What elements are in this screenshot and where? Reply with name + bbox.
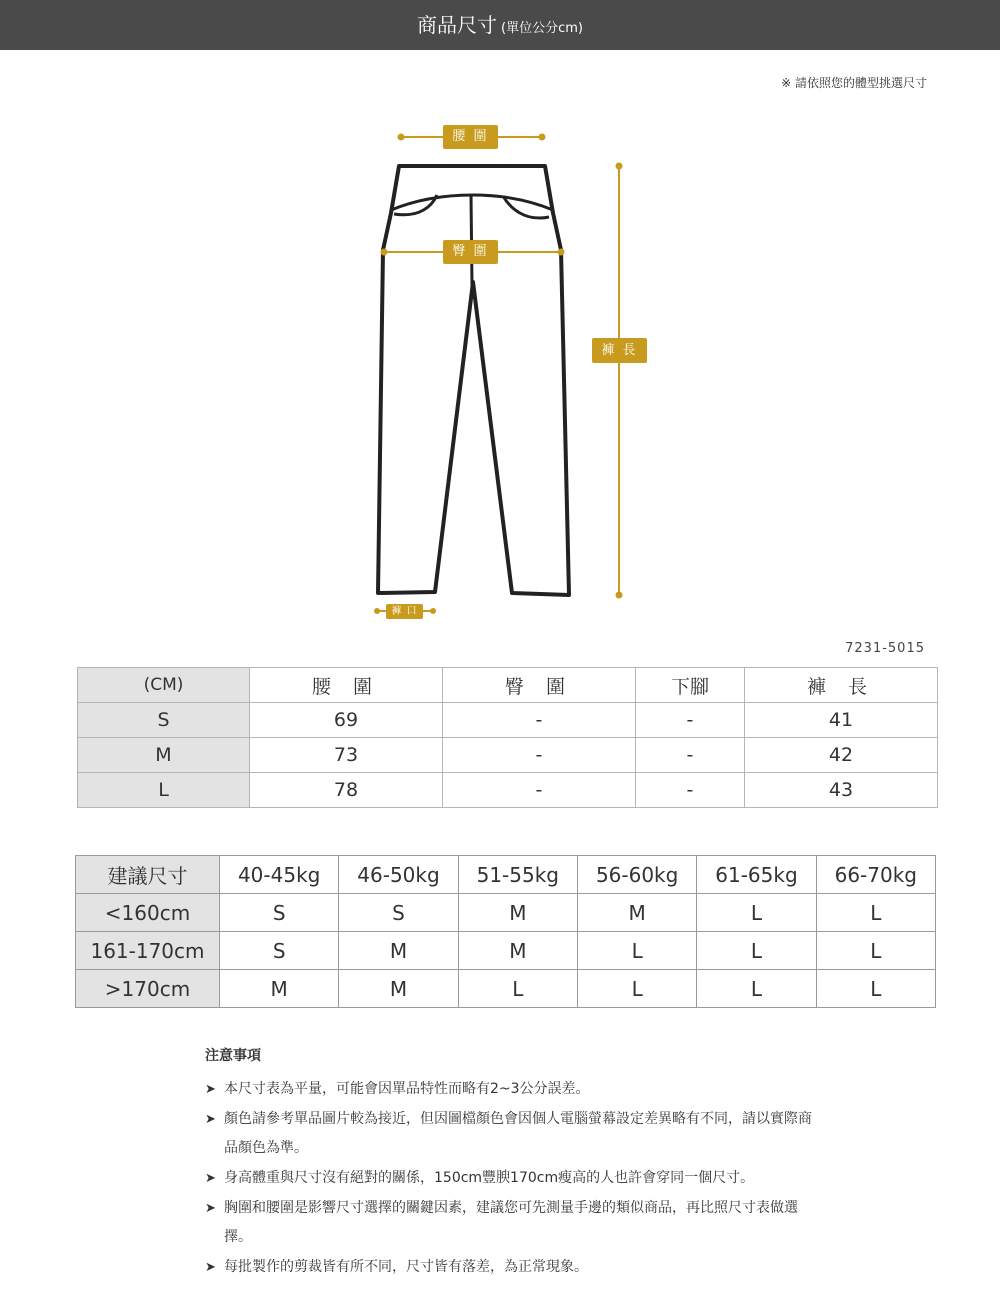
size-table-cell: 78 <box>250 773 443 808</box>
recommend-table-cell: M <box>220 970 339 1008</box>
length-measure-dot-top <box>616 163 623 170</box>
recommend-table-cell: L <box>577 970 696 1008</box>
header-unit: (單位公分cm) <box>501 21 583 36</box>
arrow-bullet-icon: ➤ <box>205 1082 216 1097</box>
recommend-table-header-row <box>76 856 936 894</box>
notes-item-text: 顏色請參考單品圖片較為接近，但因圖檔顏色會因個人電腦螢幕設定差異略有不同，請以實際商品顏色為準。 <box>224 1111 812 1156</box>
pants-illustration <box>0 0 1000 640</box>
recommend-size-table <box>75 855 936 1008</box>
size-table-cell: 73 <box>250 738 443 773</box>
size-table-cell: S <box>78 703 250 738</box>
size-table-cell: - <box>442 703 635 738</box>
arrow-bullet-icon: ➤ <box>205 1201 216 1216</box>
size-table-cell: 42 <box>744 738 937 773</box>
hem-measure-dot-right <box>430 608 436 614</box>
size-table-row <box>78 703 938 738</box>
recommend-table-cell: S <box>339 894 458 932</box>
size-table-cell: - <box>635 773 744 808</box>
size-table-header-cell: 臀 圍 <box>442 668 635 703</box>
recommend-table-cell: M <box>577 894 696 932</box>
size-table-cell: 41 <box>744 703 937 738</box>
arrow-bullet-icon: ➤ <box>205 1260 216 1275</box>
recommend-table-cell: L <box>577 932 696 970</box>
size-table-cell: - <box>635 703 744 738</box>
arrow-bullet-icon: ➤ <box>205 1171 216 1186</box>
notes-item-text: 每批製作的剪裁皆有所不同，尺寸皆有落差，為正常現象。 <box>224 1259 588 1275</box>
recommend-table-cell: S <box>220 894 339 932</box>
hip-measure-dot-left <box>381 249 388 256</box>
size-table-header-cell: 褲 長 <box>744 668 937 703</box>
pants-outline <box>378 166 569 595</box>
recommend-table-cell: 161-170cm <box>76 932 220 970</box>
size-table-cell: 69 <box>250 703 443 738</box>
notes-section <box>205 1045 825 1283</box>
recommend-table-cell: L <box>816 932 935 970</box>
pants-diagram <box>0 0 1000 640</box>
recommend-table-header-cell: 40-45kg <box>220 856 339 894</box>
waist-measure-dot-left <box>398 134 405 141</box>
size-table-cell: - <box>442 738 635 773</box>
size-table-cell: M <box>78 738 250 773</box>
notes-item <box>205 1105 825 1163</box>
waist-measure-dot-right <box>539 134 546 141</box>
length-measure-dot-bottom <box>616 592 623 599</box>
size-table <box>77 667 938 808</box>
notes-item-text: 身高體重與尺寸沒有絕對的關係，150cm豐腴170cm瘦高的人也許會穿同一個尺寸。 <box>224 1170 755 1186</box>
notes-item <box>205 1164 825 1193</box>
product-code: 7231-5015 <box>845 641 925 656</box>
arrow-bullet-icon: ➤ <box>205 1112 216 1127</box>
recommend-table-header-cell: 66-70kg <box>816 856 935 894</box>
recommend-table-cell: M <box>339 970 458 1008</box>
hem-measure-dot-left <box>374 608 380 614</box>
notes-item-text: 本尺寸表為平量，可能會因單品特性而略有2~3公分誤差。 <box>224 1081 590 1097</box>
size-table-row <box>78 738 938 773</box>
hip-measure-dot-right <box>558 249 565 256</box>
recommend-table-row <box>76 970 936 1008</box>
recommend-table-header-cell: 建議尺寸 <box>76 856 220 894</box>
hip-label: 臀 圍 <box>443 240 498 264</box>
recommend-table-header-cell: 51-55kg <box>458 856 577 894</box>
size-table-cell: - <box>635 738 744 773</box>
recommend-table-header-cell: 61-65kg <box>697 856 816 894</box>
length-label: 褲 長 <box>592 338 647 363</box>
recommend-table-cell: M <box>458 894 577 932</box>
recommend-table-cell: L <box>816 894 935 932</box>
header-title: 商品尺寸 <box>417 13 498 37</box>
recommend-table-row <box>76 894 936 932</box>
notes-item <box>205 1194 825 1252</box>
hem-label: 褲 口 <box>386 604 423 619</box>
size-table-cell: L <box>78 773 250 808</box>
size-table-header-cell: (CM) <box>78 668 250 703</box>
recommend-table-cell: L <box>458 970 577 1008</box>
notes-title: 注意事項 <box>205 1048 261 1064</box>
notes-item <box>205 1075 825 1104</box>
notes-item <box>205 1253 825 1282</box>
recommend-table-cell: <160cm <box>76 894 220 932</box>
recommend-table-cell: >170cm <box>76 970 220 1008</box>
recommend-table-header-cell: 46-50kg <box>339 856 458 894</box>
recommend-table-row <box>76 932 936 970</box>
size-table-row <box>78 773 938 808</box>
size-table-cell: - <box>442 773 635 808</box>
size-table-header-cell: 下腳 <box>635 668 744 703</box>
size-selection-notice: ※ 請依照您的體型挑選尺寸 <box>781 76 927 90</box>
recommend-table-cell: L <box>816 970 935 1008</box>
recommend-table-cell: M <box>458 932 577 970</box>
recommend-table-cell: L <box>697 970 816 1008</box>
size-table-cell: 43 <box>744 773 937 808</box>
recommend-table-cell: M <box>339 932 458 970</box>
recommend-table-cell: L <box>697 932 816 970</box>
recommend-table-header-cell: 56-60kg <box>577 856 696 894</box>
waist-label: 腰 圍 <box>443 125 498 149</box>
recommend-table-cell: L <box>697 894 816 932</box>
recommend-table-cell: S <box>220 932 339 970</box>
size-table-header-row <box>78 668 938 703</box>
size-table-header-cell: 腰 圍 <box>250 668 443 703</box>
notes-item-text: 胸圍和腰圍是影響尺寸選擇的關鍵因素，建議您可先測量手邊的類似商品，再比照尺寸表做選擇。 <box>224 1200 798 1245</box>
